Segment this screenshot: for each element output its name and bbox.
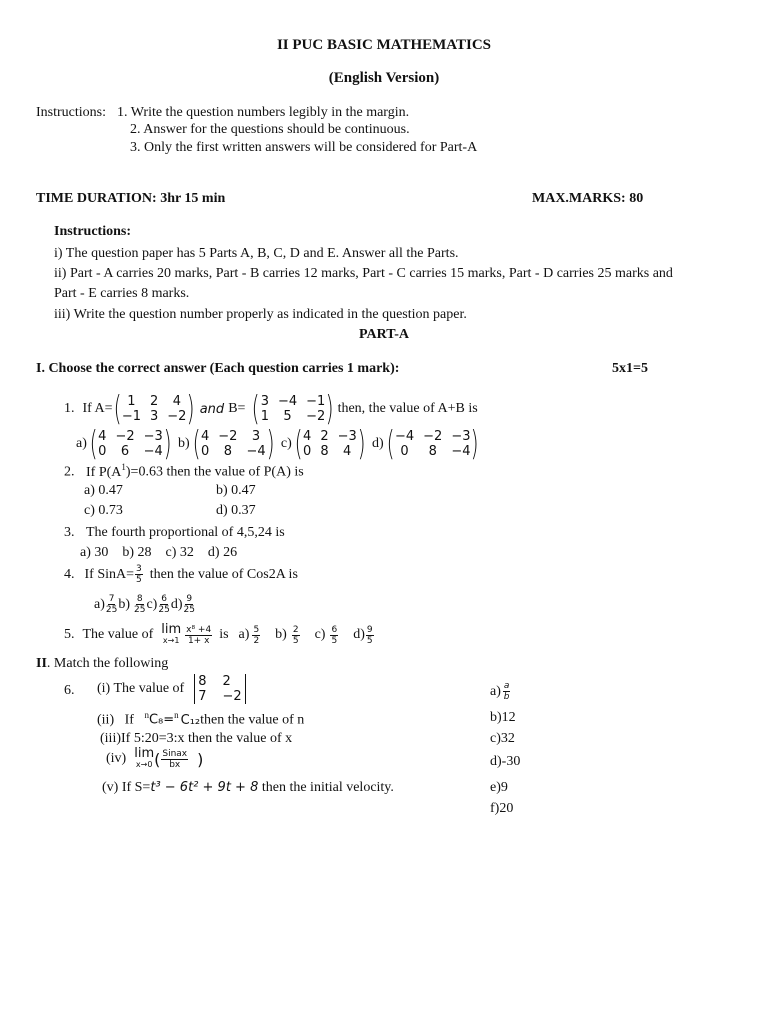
max-marks: MAX.MARKS: 80 bbox=[532, 191, 644, 206]
q1-option-d: d) ( −4 −2 −3 0 8 −4 ) bbox=[372, 424, 480, 464]
section-1-marks: 5x1=5 bbox=[612, 361, 648, 376]
q1-option-b: b) ( 4 −2 3 0 8 −4 ) bbox=[178, 424, 275, 464]
q1-option-c: c) ( 4 2 −3 0 8 4 ) bbox=[280, 424, 366, 464]
q2-option-a: a) 0.47 bbox=[84, 483, 123, 498]
q1-b-eq: B= bbox=[228, 401, 246, 416]
q1-suffix: then, the value of A+B is bbox=[337, 401, 478, 416]
instructions-heading: Instructions: bbox=[54, 224, 132, 239]
question-5: 5. The value of lim x→1 $\frac{\text{x⁸ +4}}{1+ x}$ is a) $\frac{5}{2}$ b) $\frac{2}{5}$ c) $\frac{6}{5}$ d) $\frac{9}{5}$ bbox=[64, 622, 373, 646]
question-4: 4. If SinA= $\frac{3}{5}$ then the value of Cos2A is bbox=[64, 564, 298, 585]
match-option-f: f)20 bbox=[490, 801, 514, 816]
q1-prefix: If A= bbox=[82, 401, 113, 416]
q6-item-ii: (ii) If $^n$C₈=$^n$ C₁₂then the value of n bbox=[97, 710, 305, 728]
q4-options: a) $\frac{7}{25}$ b) $\frac{8}{25}$ c) $\frac{6}{25}$ d) $\frac{9}{25}$ bbox=[94, 594, 195, 615]
match-option-c: c)32 bbox=[490, 731, 515, 746]
q6-item-iv: (iv) lim x→0 ( $\frac{\text{Sinax}}{bx}$ ) bbox=[106, 746, 204, 770]
q1-options bbox=[76, 424, 486, 464]
q1-number: 1. bbox=[64, 401, 75, 416]
instruction-line-4: iii) Write the question number properly as indicated in the question paper. bbox=[54, 307, 467, 322]
match-option-a: a) $\frac{a}{b}$ bbox=[490, 681, 510, 702]
q2-option-c: c) 0.73 bbox=[84, 503, 123, 518]
q6-item-v: (v) If S=t³ − 6t² + 9t + 8 then the initial velocity. bbox=[102, 780, 394, 795]
question-2: 2. If $P(A^1)=0.63$ then the value of P(A) is bbox=[64, 462, 304, 480]
q2-option-b: b) 0.47 bbox=[216, 483, 256, 498]
match-option-e: e)9 bbox=[490, 780, 508, 795]
section-1-title: I. Choose the correct answer (Each question carries 1 mark): bbox=[36, 361, 400, 376]
part-a-heading: PART-A bbox=[358, 327, 410, 342]
instruction-line-2: ii) Part - A carries 20 marks, Part - B carries 12 marks, Part - C carries 15 marks, Part - D carries 25 marks and bbox=[54, 266, 673, 281]
matrix-a: ( 1 2 4 −1 3 −2 ) bbox=[113, 389, 196, 429]
q6-item-iii: (iii)If 5:20=3:x then the value of x bbox=[100, 731, 293, 746]
top-instruction-3: 3. Only the first written answers will be considered for Part-A bbox=[130, 140, 478, 155]
instruction-line-3: Part - E carries 8 marks. bbox=[54, 286, 190, 301]
section-2-title: II. Match the following bbox=[36, 656, 169, 671]
q1-option-a: a) ( 4 −2 −3 0 6 −4 ) bbox=[76, 424, 172, 464]
page-title: II PUC BASIC MATHEMATICS bbox=[276, 37, 492, 53]
q6-item-i: (i) The value of 8 2 7 −2 bbox=[97, 674, 246, 704]
q3-options: a) 30 b) 28 c) 32 d) 26 bbox=[80, 545, 238, 560]
match-option-d: d)-30 bbox=[490, 754, 521, 769]
time-duration: TIME DURATION: 3hr 15 min bbox=[36, 191, 226, 206]
version-subtitle: (English Version) bbox=[328, 70, 440, 86]
q1-and: and bbox=[199, 401, 225, 417]
top-instruction-1: 1. Write the question numbers legibly in the margin. bbox=[117, 105, 410, 120]
top-instructions-label: Instructions: bbox=[36, 105, 106, 120]
q2-option-d: d) 0.37 bbox=[216, 503, 256, 518]
matrix-b: ( 3 −4 −1 1 5 −2 ) bbox=[252, 389, 334, 429]
top-instruction-2: 2. Answer for the questions should be continuous. bbox=[130, 122, 410, 137]
q6-number: 6. bbox=[64, 683, 75, 698]
instruction-line-1: i) The question paper has 5 Parts A, B, C, D and E. Answer all the Parts. bbox=[54, 246, 459, 261]
question-1 bbox=[64, 389, 478, 429]
question-3: 3. The fourth proportional of 4,5,24 is bbox=[64, 525, 285, 540]
match-option-b: b)12 bbox=[490, 710, 516, 725]
